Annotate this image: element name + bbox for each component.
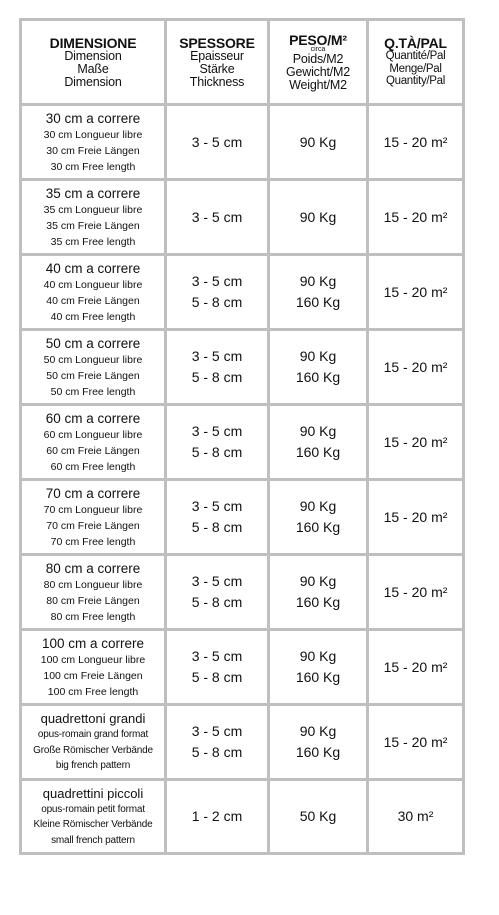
cell-weight <box>270 106 366 178</box>
quantity-value: 15 - 20 m² <box>383 658 448 675</box>
thickness-value: 3 - 5 cm <box>191 648 243 664</box>
quantity-value: 15 - 20 m² <box>383 733 448 750</box>
cell-weight <box>270 631 366 703</box>
thickness-value: 1 - 2 cm <box>191 808 243 824</box>
header-weight-fr: Poids/M2 <box>292 51 344 66</box>
thickness-value: 3 - 5 cm <box>191 723 243 739</box>
cell-dimension <box>22 706 164 778</box>
cell-thickness <box>167 631 267 703</box>
header-thickness <box>167 21 267 103</box>
cell-quantity <box>369 481 462 553</box>
header-dimension <box>22 21 164 103</box>
weight-value: 90 Kg <box>299 498 337 514</box>
thickness-value: 3 - 5 cm <box>191 273 243 289</box>
header-quantity-de: Menge/Pal <box>389 62 442 75</box>
dimension-translation: 35 cm Freie Längen <box>46 219 140 232</box>
quantity-value: 15 - 20 m² <box>383 433 448 450</box>
weight-value: 90 Kg <box>299 348 337 364</box>
weight-value: 160 Kg <box>295 294 341 310</box>
cell-thickness <box>167 181 267 253</box>
quantity-value: 15 - 20 m² <box>383 583 448 600</box>
header-dimension-de: Maße <box>77 61 109 76</box>
thickness-value: 5 - 8 cm <box>191 669 243 685</box>
dimension-translation: 30 cm Free length <box>50 160 136 173</box>
table-row <box>22 631 462 703</box>
quantity-value: 15 - 20 m² <box>383 208 448 225</box>
header-quantity-title: Q.TÀ/PAL <box>384 35 447 52</box>
dimension-title: quadrettoni grandi <box>40 711 146 727</box>
dimension-translation: opus-romain petit format <box>41 803 145 815</box>
cell-quantity <box>369 256 462 328</box>
dimension-translation: 70 cm Free length <box>50 535 136 548</box>
table-row <box>22 256 462 328</box>
cell-weight <box>270 706 366 778</box>
quantity-value: 15 - 20 m² <box>383 283 448 300</box>
header-dimension-fr: Dimension <box>64 48 122 63</box>
weight-value: 90 Kg <box>299 723 337 739</box>
table-row <box>22 406 462 478</box>
thickness-value: 5 - 8 cm <box>191 594 243 610</box>
dimension-translation: 40 cm Freie Längen <box>46 294 140 307</box>
weight-value: 90 Kg <box>299 423 337 439</box>
dimension-translation: small french pattern <box>51 834 135 846</box>
dimension-translation: 35 cm Longueur libre <box>43 203 143 216</box>
thickness-value: 3 - 5 cm <box>191 133 243 150</box>
dimension-translation: 70 cm Longueur libre <box>43 503 143 516</box>
cell-weight <box>270 556 366 628</box>
quantity-value: 30 m² <box>397 808 434 824</box>
dimension-translation: big french pattern <box>55 760 131 772</box>
dimension-translation: 40 cm Longueur libre <box>43 278 143 291</box>
cell-thickness <box>167 406 267 478</box>
thickness-value: 3 - 5 cm <box>191 498 243 514</box>
thickness-value: 5 - 8 cm <box>191 444 243 460</box>
dimension-translation: Kleine Römischer Verbände <box>33 819 153 831</box>
table-row <box>22 106 462 178</box>
dimension-title: 60 cm a correre <box>45 410 141 426</box>
header-weight <box>270 21 366 103</box>
weight-value: 160 Kg <box>295 369 341 385</box>
cell-dimension <box>22 556 164 628</box>
quantity-value: 15 - 20 m² <box>383 508 448 525</box>
cell-quantity <box>369 631 462 703</box>
header-quantity-en: Quantity/Pal <box>385 75 446 88</box>
thickness-value: 3 - 5 cm <box>191 348 243 364</box>
header-quantity-fr: Quantité/Pal <box>385 50 446 63</box>
quantity-value: 15 - 20 m² <box>383 358 448 375</box>
header-thickness-en: Thickness <box>189 74 245 89</box>
thickness-value: 5 - 8 cm <box>191 369 243 385</box>
weight-value: 50 Kg <box>299 808 337 824</box>
weight-value: 90 Kg <box>299 273 337 289</box>
header-dimension-title: DIMENSIONE <box>49 34 137 51</box>
header-weight-title: PESO/M² <box>289 31 347 48</box>
weight-value: 90 Kg <box>299 648 337 664</box>
cell-quantity <box>369 781 462 852</box>
weight-value: 160 Kg <box>295 594 341 610</box>
cell-weight <box>270 481 366 553</box>
weight-value: 160 Kg <box>295 444 341 460</box>
table-row <box>22 706 462 778</box>
cell-quantity <box>369 706 462 778</box>
thickness-value: 5 - 8 cm <box>191 519 243 535</box>
dimension-translation: 80 cm Free length <box>50 610 136 623</box>
dimension-translation: 60 cm Free length <box>50 460 136 473</box>
weight-value: 90 Kg <box>299 133 337 150</box>
dimension-translation: 70 cm Freie Längen <box>46 519 140 532</box>
dimension-translation: 60 cm Freie Längen <box>46 444 140 457</box>
cell-dimension <box>22 256 164 328</box>
cell-dimension <box>22 406 164 478</box>
header-weight-note: circa <box>310 45 326 53</box>
dimension-translation: 50 cm Free length <box>50 385 136 398</box>
cell-quantity <box>369 406 462 478</box>
header-weight-de: Gewicht/M2 <box>286 64 350 79</box>
dimension-title: 30 cm a correre <box>45 110 141 126</box>
dimension-translation: 60 cm Longueur libre <box>43 428 143 441</box>
table-row <box>22 481 462 553</box>
dimension-translation: 100 cm Free length <box>47 685 139 698</box>
dimension-translation: 80 cm Freie Längen <box>46 594 140 607</box>
cell-thickness <box>167 706 267 778</box>
cell-dimension <box>22 331 164 403</box>
header-thickness-fr: Epaisseur <box>190 48 244 63</box>
table-row <box>22 181 462 253</box>
cell-dimension <box>22 481 164 553</box>
cell-quantity <box>369 181 462 253</box>
header-dimension-en: Dimension <box>64 74 122 89</box>
dimension-translation: Große Römischer Verbände <box>33 744 153 756</box>
header-row <box>22 21 462 103</box>
dimension-translation: 35 cm Free length <box>50 235 136 248</box>
cell-weight <box>270 406 366 478</box>
header-quantity <box>369 21 462 103</box>
table-body <box>22 106 462 852</box>
dimension-title: 35 cm a correre <box>45 185 141 201</box>
header-thickness-title: SPESSORE <box>179 34 255 51</box>
dimension-translation: 50 cm Longueur libre <box>43 353 143 366</box>
cell-weight <box>270 781 366 852</box>
thickness-value: 5 - 8 cm <box>191 294 243 310</box>
weight-value: 90 Kg <box>299 208 337 225</box>
header-thickness-de: Stärke <box>199 61 235 76</box>
thickness-value: 3 - 5 cm <box>191 208 243 225</box>
cell-quantity <box>369 331 462 403</box>
weight-value: 90 Kg <box>299 573 337 589</box>
cell-dimension <box>22 631 164 703</box>
cell-thickness <box>167 781 267 852</box>
header-weight-en: Weight/M2 <box>289 77 347 92</box>
weight-value: 160 Kg <box>295 669 341 685</box>
table-row <box>22 781 462 852</box>
cell-thickness <box>167 331 267 403</box>
cell-quantity <box>369 106 462 178</box>
dimension-translation: 50 cm Freie Längen <box>46 369 140 382</box>
dimension-translation: 40 cm Free length <box>50 310 136 323</box>
dimension-title: quadrettini piccoli <box>42 785 144 801</box>
cell-weight <box>270 331 366 403</box>
thickness-value: 3 - 5 cm <box>191 423 243 439</box>
cell-thickness <box>167 556 267 628</box>
dimension-translation: 80 cm Longueur libre <box>43 578 143 591</box>
table-row <box>22 331 462 403</box>
dimension-title: 100 cm a correre <box>41 635 145 651</box>
cell-thickness <box>167 256 267 328</box>
spec-table <box>19 18 465 855</box>
cell-dimension <box>22 106 164 178</box>
cell-dimension <box>22 181 164 253</box>
dimension-translation: opus-romain grand format <box>37 729 149 741</box>
quantity-value: 15 - 20 m² <box>383 133 448 150</box>
weight-value: 160 Kg <box>295 744 341 760</box>
thickness-value: 5 - 8 cm <box>191 744 243 760</box>
cell-thickness <box>167 481 267 553</box>
dimension-translation: 30 cm Longueur libre <box>43 128 143 141</box>
dimension-translation: 30 cm Freie Längen <box>46 144 140 157</box>
dimension-translation: 100 cm Freie Längen <box>43 669 143 682</box>
dimension-translation: 100 cm Longueur libre <box>40 653 146 666</box>
cell-dimension <box>22 781 164 852</box>
dimension-title: 50 cm a correre <box>45 335 141 351</box>
weight-value: 160 Kg <box>295 519 341 535</box>
dimension-title: 40 cm a correre <box>45 260 141 276</box>
dimension-title: 70 cm a correre <box>45 485 141 501</box>
cell-weight <box>270 256 366 328</box>
table-row <box>22 556 462 628</box>
thickness-value: 3 - 5 cm <box>191 573 243 589</box>
cell-thickness <box>167 106 267 178</box>
cell-quantity <box>369 556 462 628</box>
dimension-title: 80 cm a correre <box>45 560 141 576</box>
cell-weight <box>270 181 366 253</box>
